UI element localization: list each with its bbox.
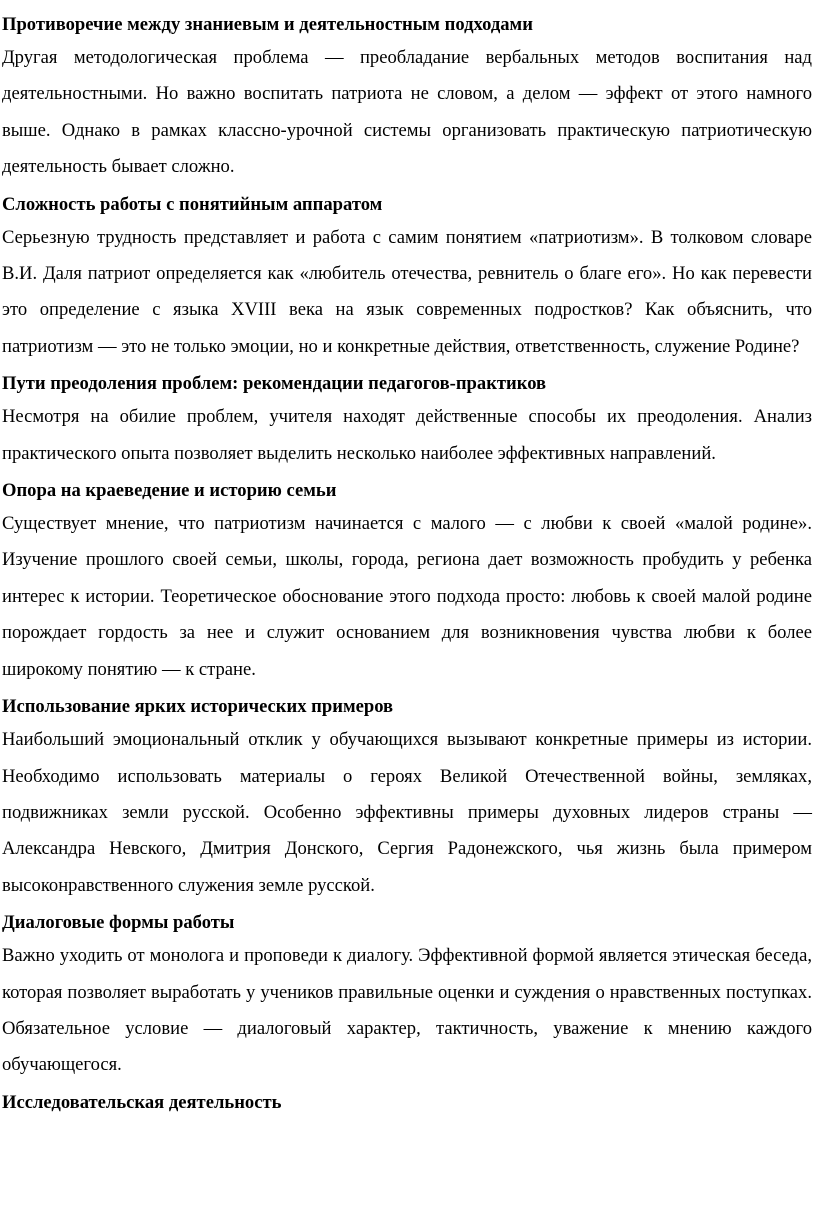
section-paragraph-conceptual-apparatus: Серьезную трудность представляет и работа с самим понятием «патриотизм». В толковом словаре В.И. Даля патриот определяется как «любитель отечества, ревнитель о благе его». Но как перевести это определение с языка XVIII века на язык современных подростков? Как объяснить, что патриотизм — это не только эмоции, но и конкретные действия, ответственность, служение Родине? bbox=[2, 226, 812, 357]
section-heading-research-activity: Исследовательская деятельность bbox=[2, 1091, 282, 1113]
section-paragraph-knowledge-vs-activity: Другая методологическая проблема — преобладание вербальных методов воспитания над деятельностными. Но важно воспитать патриота не словом, а делом — эффект от этого намного выше. Однако в рамках классно-урочной системы организовать практическую патриотическую деятельность бывает сложно. bbox=[2, 47, 812, 178]
section-heading-dialogue-forms: Диалоговые формы работы bbox=[2, 912, 235, 934]
section-heading-ways-to-overcome: Пути преодоления проблем: рекомендации педагогов-практиков bbox=[2, 373, 547, 395]
section-paragraph-historical-examples: Наибольший эмоциональный отклик у обучающихся вызывают конкретные примеры из истории. Необходимо использовать материалы о героях Великой Отечественной войны, земляках, подвижниках земли русской. Особенно эффективны примеры духовных лидеров страны — Александра Невского, Дмитрия Донского, Сергия Радонежского, чья жизнь была примером высоконравственного служения земле русской. bbox=[2, 729, 812, 896]
document-page bbox=[0, 6, 816, 1118]
section-heading-local-history: Опора на краеведение и историю семьи bbox=[2, 480, 337, 502]
section-heading-conceptual-apparatus: Сложность работы с понятийным аппаратом bbox=[2, 193, 383, 215]
section-paragraph-local-history: Существует мнение, что патриотизм начинается с малого — с любви к своей «малой родине». Изучение прошлого своей семьи, школы, города, региона дает возможность пробудить у ребенка интерес к истории. Теоретическое обоснование этого подхода просто: любовь к своей малой родине порождает гордость за нее и служит основанием для возникновения чувства любви к более широкому понятию — к стране. bbox=[2, 513, 812, 680]
section-paragraph-dialogue-forms: Важно уходить от монолога и проповеди к диалогу. Эффективной формой является этическая беседа, которая позволяет выработать у учеников правильные оценки и суждения о нравственных поступках. Обязательное условие — диалоговый характер, тактичность, уважение к мнению каждого обучающегося. bbox=[2, 945, 812, 1076]
section-heading-knowledge-vs-activity: Противоречие между знаниевым и деятельностным подходами bbox=[2, 14, 533, 35]
section-heading-historical-examples: Использование ярких исторических примеров bbox=[2, 696, 394, 718]
section-paragraph-ways-to-overcome: Несмотря на обилие проблем, учителя находят действенные способы их преодоления. Анализ практического опыта позволяет выделить несколько наиболее эффективных направлений. bbox=[2, 406, 812, 464]
